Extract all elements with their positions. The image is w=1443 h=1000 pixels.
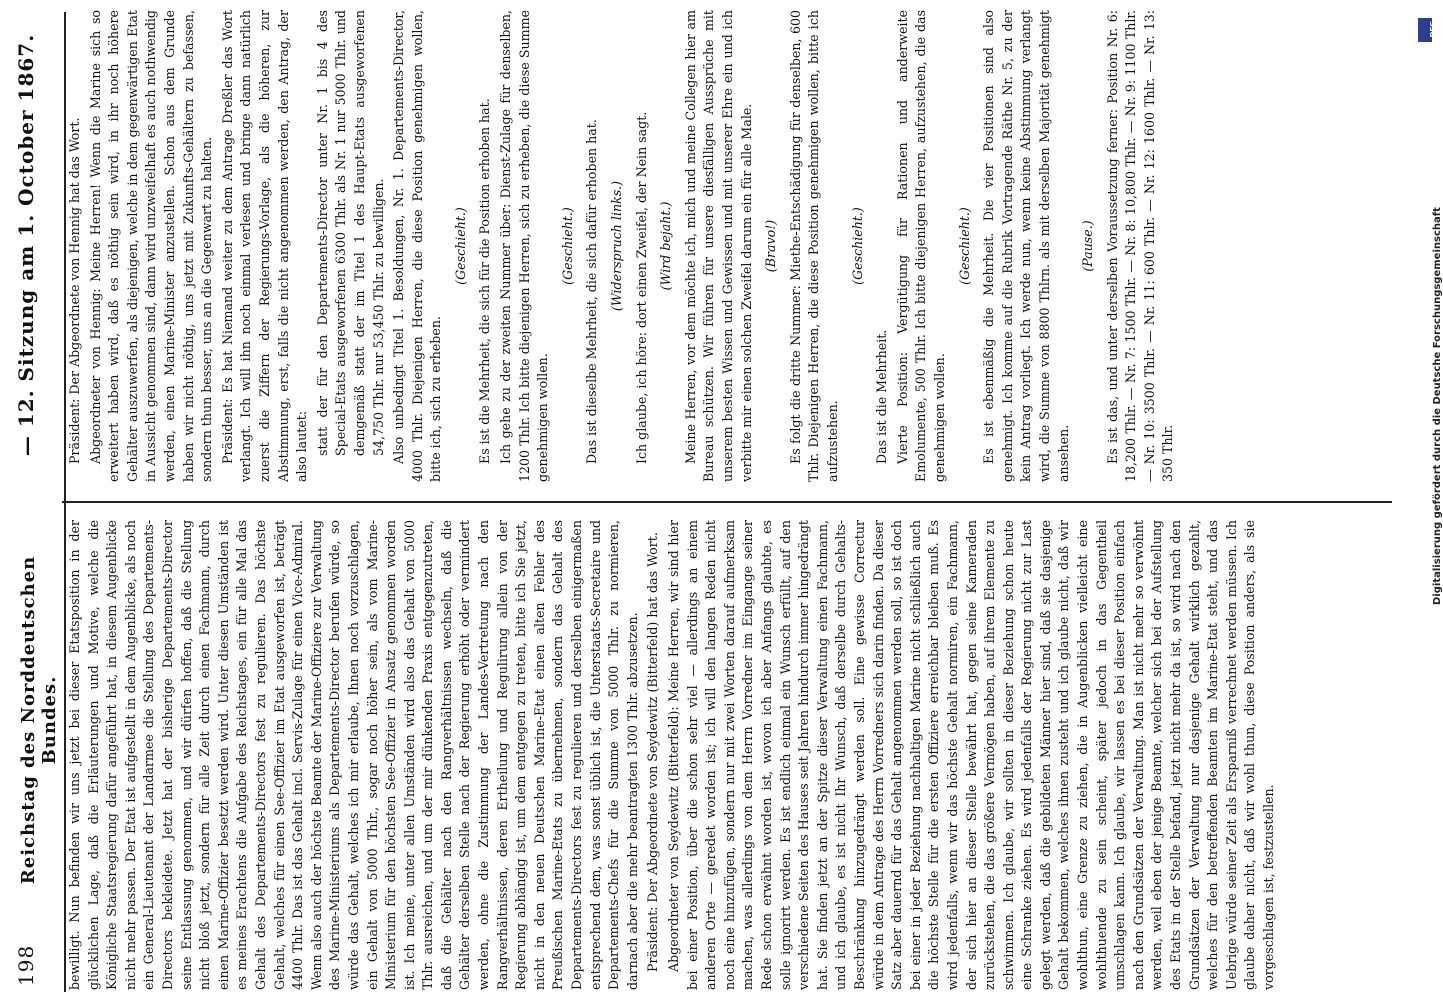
stage-direction: (Geschieht.): [956, 207, 972, 285]
right-paragraph: Das ist die Mehrheit.: [874, 329, 890, 464]
header-title-right: — 12. Sitzung am 1. October 1867.: [14, 33, 38, 457]
right-paragraph: Ich glaube, ich höre: dort einen Zweifel, der Nein sagt.: [633, 111, 649, 464]
left-column: [66, 520, 1396, 990]
right-paragraph: Es ist das, und unter derselben Voraussetzung ferner: Position Nr. 6: 18,200 Thlr. — Nr. 7: 1500 Thlr. — Nr. 8: 10,800 Thlr. — Nr. 9: 1100 Thlr. — Nr. 10: 3500 Thlr. — Nr. 11: 600 Thlr. — Nr. 12: 1600 Thlr. — Nr. 13: 350 Thlr.: [1104, 10, 1176, 482]
right-paragraph: Präsident: Der Abgeordnete von Hennig hat das Wort.: [67, 117, 82, 464]
right-paragraph: Es ist ebenmäßig die Mehrheit. Die vier Positionen sind also genehmigt. Ich komme auf die Rubrik Vortragende Räthe Nr. 5, zu der kein Antrag vorliegt. Ich werde nun, wenn keine Abstimmung verlangt wird, die Summe von 8800 Thlrn. als mit derselben Majorität genehmigt ansehen.: [981, 10, 1071, 482]
right-paragraph: Ich gehe zu der zweiten Nummer über: Dienst-Zulage für denselben, 1200 Thlr. Ich bitte diejenigen Herren, sich zu erheben, die diese Summe genehmigen wollen.: [498, 10, 551, 482]
left-paragraph: Abgeordneter von Seydewitz (Bitterfeld): Meine Herren, wir sind hier bei einer Position, über die schon sehr viel — allerdings an einem anderen Orte — geredet worden ist; ich will den langen Reden nicht noch eine hinzufügen, sondern nur mit zwei Worten darauf aufmerksam machen, was allerdings von dem Herrn Vorredner im Eingange seiner Rede schon erwähnt worden ist, wovon ich aber Anfangs glaubte, es solle ignorirt werden. Es ist endlich einmal ein Wunsch erfüllt, auf den verschiedene Seiten des Hauses seit Jahren hindurch immer hingedrängt hat. Sie finden jetzt an der Spitze dieser Verwaltung einen Fachmann, und ich glaube, es ist nicht Ihr Wunsch, daß derselbe durch Gehalts-Beschränkung hinzugedrängt werden soll. Eine gewisse Correctur würde in dem Antrage des Herrn Vorredners sich darin finden. Da dieser Satz aber dauernd für das Gehalt angenommen werden soll, so ist doch bei einer in jeder Beziehung nachhaltigen Marine nicht schließlich auch die höchste Stelle für die ersten Offiziere erreichbar bleiben muß. Es wird jedenfalls, wenn wir das höchste Gehalt normiren, ein Fachmann, der sich hier an dieser Stelle bewährt hat, gegen seine Kameraden zurückstehen, die das größere Vermögen haben, auf ihrem Elemente zu schwimmen. Ich glaube, wir sollten in dieser Beziehung schon heute eine Schranke ziehen. Es wird jedenfalls der Regierung nicht zur Last gelegt werden, daß die gebildeten Männer hier sind, daß sie dasjenige Gehalt bekommen, welches ihnen zusteht und ich glaube nicht, daß wir wohlthun, eine Grenze zu ziehen, die in Augenblicken vielleicht eine wohlthuende zu sein scheint, später jedoch in das Gegentheil umschlagen kann. Ich glaube, wir lassen es bei dieser Position einfach nach den Grundsätzen der Verwaltung. Man ist nicht mehr so verwöhnt werden, weil eben der jenige Beamte, welcher sich bei der Aufstellung des Etats in der Stelle befand, jetzt nicht mehr da ist, so wird nach den Grundsätzen der Verwaltung nur dasjenige Gehalt wirklich gezahlt, welches für den betreffenden Beamten im Marine-Etat steht, und das Uebrige würde seiner Zeit als Ersparniß verrechnet werden müssen. Ich glaube daher nicht, daß wir wohl thun, diese Position anders, als sie vorgeschlagen ist, festzustellen.: [666, 520, 1276, 990]
right-paragraph: Es folgt die dritte Nummer: Miethe-Entschädigung für denselben, 600 Thlr. Diejenigen Herren, die diese Position genehmigen wollen, bitte ich aufzustehen.: [787, 10, 840, 482]
page-number: 198: [14, 944, 38, 986]
right-paragraph: Meine Herren, vor dem möchte ich, mich und meine Collegen hier am Bureau schützen. Wir führen für unsere diesfälligen Aussprüche mit unserem besten Wissen und Gewissen und mit unserer Ehre ein und ich verbitte mir einen solchen Zweifel darum ein für alle Male.: [682, 10, 754, 482]
right-paragraph: Also unbedingt Titel 1. Besoldungen, Nr. 1. Departements-Director, 4000 Thlr. Diejenigen Herren, die diese Position genehmigen wollen, bitte ich, sich zu erheben.: [391, 10, 444, 482]
motion-quote: statt der für den Departements-Director unter Nr. 1 bis 4 des Special-Etats ausgeworfenen 6300 Thlr. als Nr. 1 nur 5000 Thlr. und demgemäß statt der im Titel 1 des Haupt-Etats ausgeworfenen 54,750 Thlr. nur 53,450 Thlr. zu bewilligen.: [314, 10, 386, 456]
column-divider: [62, 501, 1392, 503]
right-paragraph: Es ist die Mehrheit, die sich für die Position erhoben hat.: [477, 98, 493, 464]
header-title-left: Reichstag des Norddeutschen Bundes.: [18, 555, 60, 885]
left-paragraph: Präsident: Der Abgeordnete von Seydewitz (Bitterfeld) hat das Wort.: [645, 532, 661, 972]
right-paragraph: Vierte Position: Vergütigung für Rationen und anderweite Emolumente, 500 Thlr. Ich bitte diejenigen Herren, aufzustehen, die das genehmigen wollen.: [894, 10, 947, 482]
digitization-credit-text: Digitalisierung gefördert durch die Deutsche Forschungsgemeinschaft: [1432, 207, 1443, 605]
stage-direction: (Wird bejaht.): [658, 201, 674, 291]
right-column: [66, 10, 1396, 482]
page-header: [14, 0, 60, 1000]
right-paragraph: Das ist dieselbe Mehrheit, die sich dafür erhoben hat.: [584, 119, 600, 464]
stage-direction: (Bravo!): [763, 219, 779, 273]
dfg-logo: DFG: [1418, 18, 1432, 42]
stage-direction: (Geschieht.): [452, 207, 468, 285]
stage-direction: (Widerspruch links.): [609, 180, 625, 312]
stage-direction: (Geschieht.): [559, 207, 575, 285]
left-paragraph: bewilligt. Nun befinden wir uns jetzt bei dieser Etatsposition in der glücklichen Lage, daß die Erläuterungen und Motive, welche die Königliche Staatsregierung dafür angeführt hat, in diesem Augenblicke nicht mehr passen. Der Etat ist aufgestellt in dem Augenblicke, als noch ein General-Lieutenant der Landarmee die Stellung des Departements-Directors bekleidete. Jetzt hat der bisherige Departements-Director seine Entlassung genommen, und wir dürfen hoffen, daß die Stellung nicht bloß jetzt, sondern für alle Zeit durch einen Fachmann, durch einen Marine-Offizier besetzt werden wird. Unter diesen Umständen ist es meines Erachtens die Aufgabe des Reichstages, ein für alle Mal das Gehalt des Departements-Directors fest zu regulieren. Das höchste Gehalt, welches für einen See-Offizier im Etat ausgeworfen ist, beträgt 4400 Thlr. Das ist das Gehalt incl. Servis-Zulage für einen Vice-Admiral. Wenn also auch der höchste Beamte der Marine-Offiziere zur Verwaltung des Marine-Ministeriums als Departements-Director berufen würde, so würde das Gehalt, welches ich mir erlaube, Ihnen noch vorzuschlagen, ein Gehalt von 5000 Thlr., sogar noch höher sein, als vom Marine-Ministerium für den höchsten See-Offizier in Ansatz genommen worden ist. Ich meine, unter allen Umständen wird also das Gehalt von 5000 Thlr. ausreichen, und um der mir dünkenden Praxis entgegenzutreten, daß die Gehälter nach den Rangverhältnissen wechseln, daß die Gehälter derselben Stelle nach der Regierung erhöht oder vermindert werden, ohne die Zustimmung der Landes-Vertretung nach den Rangverhältnissen, deren Ertheilung und Regulirung allein von der Regierung abhängig ist, um dem entgegen zu treten, bitte ich Sie jetzt, nicht in den neuen Deutschen Marine-Etat einen alten Fehler des Preußischen Marine-Etats zu übernehmen, sondern das Gehalt des Departements-Directors fest zu regulieren und derselben einigermaßen entsprechend dem, was sonst üblich ist, die Unterstaats-Secretaire und Departements-Chefs für die Summe von 5000 Thlr. zu normieren, darnach aber die mehr beantragten 1300 Thlr. abzusetzen.: [67, 520, 640, 990]
right-paragraph: Abgeordneter von Hennig: Meine Herren! Wenn die Marine sich so erweitert haben wird, daß es nöthig sein wird, in ihr noch höhere Gehälter auszuwerfen, als diejenigen, welche in dem gegenwärtigen Etat in Aussicht genommen sind, dann wird unzweifelhaft es auch nothwendig werden, einen Marine-Minister anzustellen. Schon aus dem Grunde haben wir nicht nöthig, uns jetzt mit Zukunfts-Gehältern zu befassen, sondern thun besser, uns an die Gegenwart zu halten.: [87, 10, 215, 482]
digitization-credit: [1418, 10, 1443, 990]
right-paragraph: Präsident: Es hat Niemand weiter zu dem Antrage Dreßler das Wort verlangt. Ich will ihn noch einmal verlesen und bringe dann natürlich zuerst die Ziffern der Regierungs-Vorlage, als die höheren, zur Abstimmung, erst, falls die nicht angenommen werden, den Antrag, der also lautet:: [219, 10, 310, 482]
stage-direction: (Geschieht.): [849, 207, 865, 285]
stage-direction: (Pause.): [1080, 220, 1096, 272]
